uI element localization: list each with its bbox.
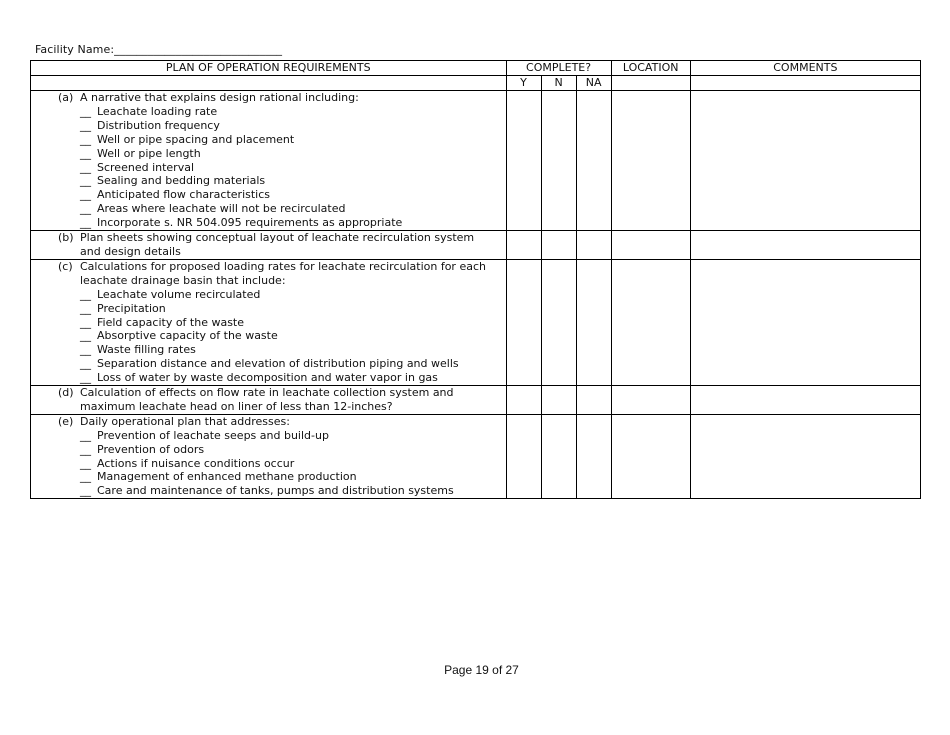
- requirement-subitem: [80, 188, 498, 202]
- requirement-subitem: [80, 457, 498, 471]
- header-na: NA: [576, 76, 611, 91]
- requirement-subitem: [80, 147, 498, 161]
- requirement-cell: [31, 386, 507, 415]
- subitem-text: Waste filling rates: [97, 343, 196, 357]
- subheader-blank: [31, 76, 507, 91]
- location-cell[interactable]: [611, 386, 690, 415]
- subitem-text: Loss of water by waste decomposition and water vapor in gas: [97, 371, 438, 385]
- requirement-item: [31, 231, 506, 259]
- requirement-subitem: [80, 371, 498, 385]
- check-blank[interactable]: __: [80, 301, 91, 315]
- subitem-text: Leachate loading rate: [97, 104, 218, 118]
- requirement-subitem: [80, 343, 498, 357]
- complete-n-cell[interactable]: [541, 386, 576, 415]
- table-header-row: [31, 61, 921, 76]
- check-blank[interactable]: __: [80, 132, 91, 146]
- requirement-subitem: [80, 329, 498, 343]
- complete-na-cell[interactable]: [576, 259, 611, 385]
- complete-y-cell[interactable]: [506, 259, 541, 385]
- check-blank[interactable]: __: [80, 371, 91, 385]
- table-row: [31, 231, 921, 260]
- check-blank[interactable]: __: [80, 188, 91, 202]
- requirement-item: [31, 415, 506, 498]
- complete-y-cell[interactable]: [506, 91, 541, 231]
- facility-name-label: Facility Name:: [35, 43, 115, 56]
- subitem-text: Precipitation: [97, 301, 166, 315]
- requirement-item: [31, 386, 506, 414]
- requirements-table: [30, 60, 921, 499]
- requirement-letter: (e): [58, 414, 74, 428]
- requirement-cell: [31, 259, 507, 385]
- requirement-item: [31, 260, 506, 385]
- header-y: Y: [506, 76, 541, 91]
- requirement-subitem: [80, 202, 498, 216]
- complete-n-cell[interactable]: [541, 231, 576, 260]
- location-cell[interactable]: [611, 259, 690, 385]
- subitem-text: Prevention of odors: [97, 442, 205, 456]
- comments-cell[interactable]: [690, 414, 920, 498]
- header-requirements: PLAN OF OPERATION REQUIREMENTS: [31, 61, 507, 76]
- check-blank[interactable]: __: [80, 118, 91, 132]
- complete-n-cell[interactable]: [541, 259, 576, 385]
- facility-name-blank[interactable]: ______________________________: [114, 43, 283, 56]
- subitem-text: Well or pipe spacing and placement: [97, 132, 295, 146]
- header-complete: COMPLETE?: [506, 61, 611, 76]
- requirement-subitem: [80, 484, 498, 498]
- complete-y-cell[interactable]: [506, 231, 541, 260]
- subitem-text: Care and maintenance of tanks, pumps and distribution systems: [97, 484, 454, 498]
- complete-n-cell[interactable]: [541, 91, 576, 231]
- requirement-letter: (d): [58, 386, 74, 400]
- requirement-text: Plan sheets showing conceptual layout of leachate recirculation system and design details: [80, 231, 475, 258]
- complete-na-cell[interactable]: [576, 91, 611, 231]
- requirement-text: Calculations for proposed loading rates for leachate recirculation for each leachate drainage basin that include:: [80, 259, 486, 287]
- location-cell[interactable]: [611, 414, 690, 498]
- check-blank[interactable]: __: [80, 456, 91, 470]
- complete-na-cell[interactable]: [576, 231, 611, 260]
- check-blank[interactable]: __: [80, 174, 91, 188]
- subitem-text: Absorptive capacity of the waste: [97, 329, 278, 343]
- requirement-letter: (b): [58, 231, 74, 245]
- subitem-text: Well or pipe length: [97, 146, 201, 160]
- facility-name-field: [35, 43, 282, 56]
- check-blank[interactable]: __: [80, 357, 91, 371]
- check-blank[interactable]: __: [80, 315, 91, 329]
- table-row: [31, 259, 921, 385]
- check-blank[interactable]: __: [80, 442, 91, 456]
- subheader-comments-blank: [690, 76, 920, 91]
- requirement-text: Calculation of effects on flow rate in leachate collection system and maximum leachate head on liner of less than 12-inches?: [80, 386, 454, 413]
- requirements-body: [31, 91, 921, 499]
- subitem-text: Screened interval: [97, 160, 195, 174]
- table-row: [31, 414, 921, 498]
- requirement-subitem: [80, 133, 498, 147]
- requirement-subitem: [80, 161, 498, 175]
- requirement-subitem: [80, 302, 498, 316]
- requirement-text: A narrative that explains design rational including:: [80, 91, 359, 104]
- check-blank[interactable]: __: [80, 329, 91, 343]
- check-blank[interactable]: __: [80, 216, 91, 230]
- header-n: N: [541, 76, 576, 91]
- subitem-text: Actions if nuisance conditions occur: [97, 456, 295, 470]
- table-row: [31, 386, 921, 415]
- complete-y-cell[interactable]: [506, 414, 541, 498]
- location-cell[interactable]: [611, 91, 690, 231]
- requirement-subitem: [80, 357, 498, 371]
- subitem-text: Areas where leachate will not be recirculated: [97, 202, 346, 216]
- header-comments: COMMENTS: [690, 61, 920, 76]
- subitem-text: Sealing and bedding materials: [97, 174, 266, 188]
- requirement-cell: [31, 231, 507, 260]
- comments-cell[interactable]: [690, 259, 920, 385]
- requirement-subitem: [80, 119, 498, 133]
- subitem-text: Distribution frequency: [97, 118, 220, 132]
- table-subheader-row: [31, 76, 921, 91]
- requirement-subitem: [80, 105, 498, 119]
- requirement-subitem: [80, 443, 498, 457]
- subitem-text: Anticipated flow characteristics: [97, 188, 271, 202]
- comments-cell[interactable]: [690, 231, 920, 260]
- complete-na-cell[interactable]: [576, 386, 611, 415]
- requirement-letter: (c): [58, 259, 73, 273]
- page-number: Page 19 of 27: [444, 663, 519, 677]
- check-blank[interactable]: __: [80, 202, 91, 216]
- requirement-subitem: [80, 288, 498, 302]
- requirement-letter: (a): [58, 91, 74, 104]
- location-cell[interactable]: [611, 231, 690, 260]
- requirement-subitem: [80, 470, 498, 484]
- comments-cell[interactable]: [690, 91, 920, 231]
- requirement-subitem: [80, 174, 498, 188]
- subitem-text: Separation distance and elevation of distribution piping and wells: [97, 357, 459, 371]
- requirement-cell: [31, 91, 507, 231]
- requirement-subitem: [80, 216, 498, 230]
- subitem-text: Leachate volume recirculated: [97, 287, 261, 301]
- table-row: [31, 91, 921, 231]
- subheader-location-blank: [611, 76, 690, 91]
- requirement-item: [31, 91, 506, 230]
- check-blank[interactable]: __: [80, 470, 91, 484]
- complete-y-cell[interactable]: [506, 386, 541, 415]
- requirement-text: Daily operational plan that addresses:: [80, 414, 290, 428]
- subitem-text: Incorporate s. NR 504.095 requirements as appropriate: [97, 216, 403, 230]
- requirement-cell: [31, 414, 507, 498]
- check-blank[interactable]: __: [80, 484, 91, 498]
- subitem-text: Management of enhanced methane production: [97, 470, 357, 484]
- check-blank[interactable]: __: [80, 104, 91, 118]
- complete-na-cell[interactable]: [576, 414, 611, 498]
- subitem-text: Field capacity of the waste: [97, 315, 245, 329]
- check-blank[interactable]: __: [80, 160, 91, 174]
- subitem-text: Prevention of leachate seeps and build-up: [97, 428, 329, 442]
- requirement-subitem: [80, 316, 498, 330]
- check-blank[interactable]: __: [80, 428, 91, 442]
- requirement-subitem: [80, 429, 498, 443]
- complete-n-cell[interactable]: [541, 414, 576, 498]
- check-blank[interactable]: __: [80, 287, 91, 301]
- comments-cell[interactable]: [690, 386, 920, 415]
- header-location: LOCATION: [611, 61, 690, 76]
- check-blank[interactable]: __: [80, 343, 91, 357]
- check-blank[interactable]: __: [80, 146, 91, 160]
